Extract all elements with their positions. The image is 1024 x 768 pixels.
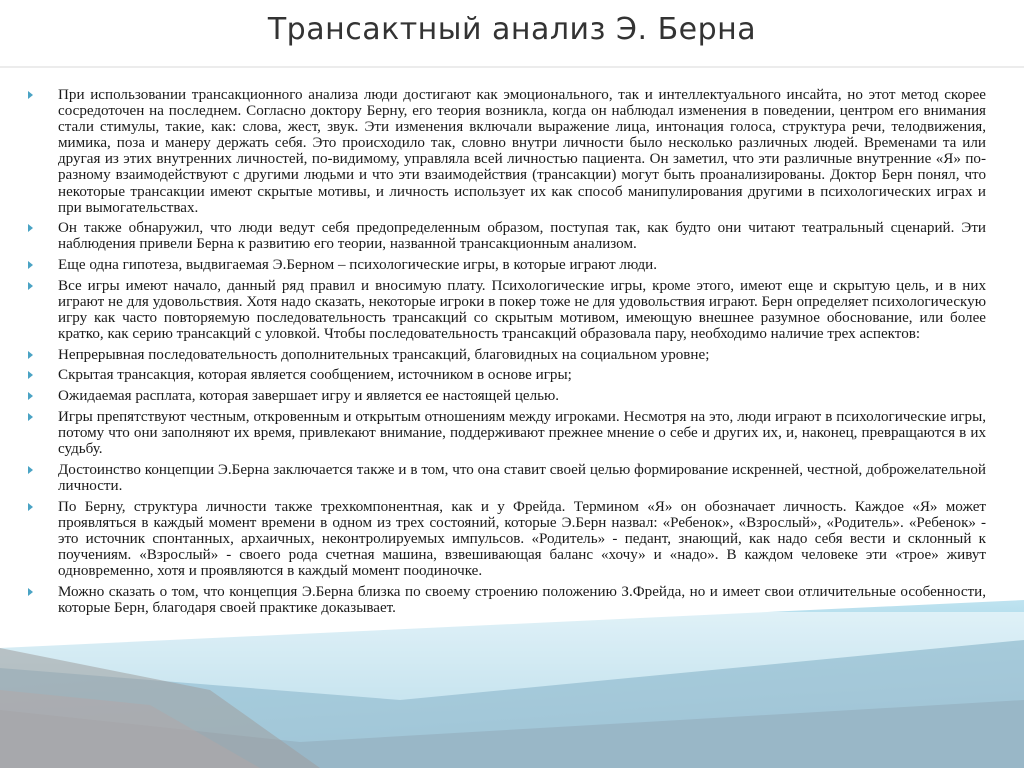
bullet-text: Все игры имеют начало, данный ряд правил и вносимую плату. Психологические игры, кроме этого, имеют еще и скрытую цель, и в них играют не для удовольствия. Хотя надо сказать, некоторые игроки в покер тоже не для удовольствия играют. Берн определяет психологическую игру как часто повторяемую последовательность трансакций со скрытым мотивом, имеющую внешнее разумное обоснование, или более кратко, как серию трансакций с уловкой. Чтобы последовательность трансакций образовала пару, необходимо наличие трех аспектов: bbox=[58, 277, 986, 343]
bullet-item bbox=[28, 278, 986, 342]
bullet-item bbox=[28, 388, 986, 404]
bullet-item bbox=[28, 499, 986, 579]
bullet-list bbox=[28, 87, 986, 620]
triangle-bullet-icon bbox=[28, 224, 33, 232]
triangle-bullet-icon bbox=[28, 588, 33, 596]
bullet-item bbox=[28, 367, 986, 383]
content-fade bbox=[0, 612, 1024, 768]
bullet-text: По Берну, структура личности также трехкомпонентная, как и у Фрейда. Термином «Я» он обозначает личность. Каждое «Я» может проявляться в каждый момент времени в одном из трех состояний, которые Э.Берн назвал: «Ребенок», «Взрослый», «Родитель». «Ребенок» - это источник спонтанных, архаичных, неконтролируемых импульсов. «Родитель» - педант, знающий, как надо себя вести и склонный к поучениям. «Взрослый» - своего рода счетная машина, взвешивающая баланс «хочу» и «надо». В каждом человеке эти «трое» живут одновременно, хотя и проявляются в каждый момент поодиночке. bbox=[58, 498, 986, 579]
bullet-item bbox=[28, 409, 986, 457]
title-divider bbox=[0, 66, 1024, 68]
bullet-text: Можно сказать о том, что концепция Э.Берна близка по своему строению положению З.Фрейда, но и имеет свои отличительные особенности, которые Берн, благодаря своей практике доказывает. bbox=[58, 583, 986, 616]
bullet-text: При использовании трансакционного анализа люди достигают как эмоционального, так и интеллектуального инсайта, но этот метод скорее сосредоточен на последнем. Согласно доктору Берну, его теория возникла, когда он наблюдал изменения в поведении, центром его внимания стали стимулы, такие, как: слова, жест, звук. Эти изменения включали выражение лица, интонация голоса, структура речи, телодвижения, мимика, поза и манеру держать себя. Это происходило так, словно внутри личности было несколько различных людей. Временами та или другая из этих внутренних личностей, по-видимому, управляла всей личностью пациента. Он заметил, что эти различные внутренние «Я» по-разному взаимодействуют с другими людьми и что эти взаимодействия (трансакции) могут быть проанализированы. Доктор Берн понял, что некоторые трансакции имеют скрытые мотивы, и личность использует их как способ манипулирования другими в психологических играх и при вымогательствах. bbox=[58, 87, 986, 216]
bullet-item bbox=[28, 87, 986, 216]
triangle-bullet-icon bbox=[28, 466, 33, 474]
triangle-bullet-icon bbox=[28, 371, 33, 379]
bullet-text: Непрерывная последовательность дополнительных трансакций, благовидных на социальном уровне; bbox=[58, 346, 710, 363]
slide-title: Трансактный анализ Э. Берна bbox=[267, 12, 757, 47]
bullet-text: Он также обнаружил, что люди ведут себя предопределенным образом, поступая так, как будто они читают театральный сценарий. Эти наблюдения привели Берна к развитию его теории, названной трансакционным анализом. bbox=[58, 220, 986, 253]
triangle-bullet-icon bbox=[28, 413, 33, 421]
bullet-item bbox=[28, 347, 986, 363]
bullet-item bbox=[28, 257, 986, 273]
bullet-text: Игры препятствуют честным, откровенным и открытым отношениям между игроками. Несмотря на это, люди играют в психологические игры, потому что они заполняют их время, привлекают внимание, поддерживают прежнее мнение о себе и других их, и, наконец, превращаются в их судьбу. bbox=[58, 408, 986, 458]
bullet-text: Скрытая трансакция, которая является сообщением, источником в основе игры; bbox=[58, 367, 572, 384]
triangle-bullet-icon bbox=[28, 392, 33, 400]
triangle-bullet-icon bbox=[28, 261, 33, 269]
triangle-bullet-icon bbox=[28, 351, 33, 359]
triangle-bullet-icon bbox=[28, 282, 33, 290]
bullet-text: Еще одна гипотеза, выдвигаемая Э.Берном – психологические игры, в которые играют люди. bbox=[58, 257, 658, 274]
bullet-item bbox=[28, 462, 986, 494]
bullet-text: Ожидаемая расплата, которая завершает игру и является ее настоящей целью. bbox=[58, 388, 560, 405]
triangle-bullet-icon bbox=[28, 503, 33, 511]
triangle-bullet-icon bbox=[28, 91, 33, 99]
bullet-text: Достоинство концепции Э.Берна заключается также и в том, что она ставит своей целью формирование искренней, честной, доброжелательной личности. bbox=[58, 461, 986, 494]
bullet-item bbox=[28, 220, 986, 252]
bullet-item bbox=[28, 584, 986, 616]
